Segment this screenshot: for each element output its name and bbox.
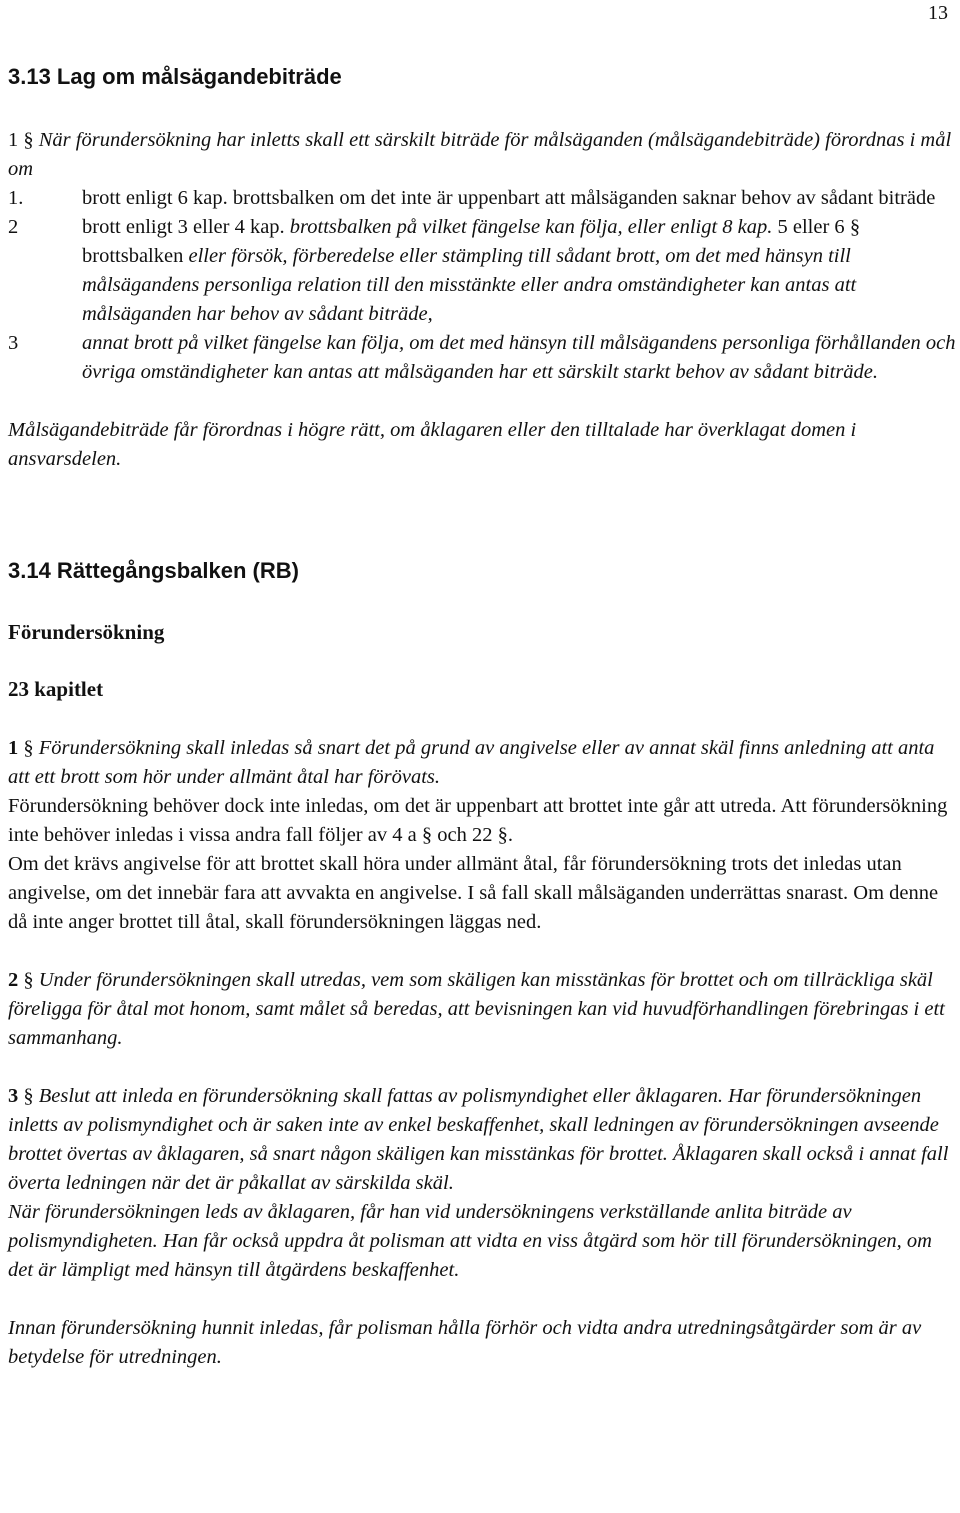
list-item-text: brott enligt 3 eller 4 kap. [82,216,285,238]
section-heading-3-14: 3.14 Rättegångsbalken (RB) [8,558,299,583]
paragraph-text: Beslut att inleda en förundersökning skall fattas av polismyndighet eller åklagaren. Har förundersökningen inletts av polismyndighet och är saken inte av enkel beskaffenhet, skall ledningen av förundersökningen avseende brottet övertas av åklagaren, så snart någon skäligen kan misstänkas för brottet. Åklagaren skall också i annat fall överta ledningen när det är påkallat av särskilda skäl. [8,1085,949,1194]
section-sign: § [421,824,433,846]
list-item-2 [8,213,956,329]
rb-paragraph-1-cont [8,792,956,850]
list-item-text: brottsbalken [82,245,184,267]
list-marker: 1. [8,187,24,209]
paragraph-2: Målsägandebiträde får förordnas i högre rätt, om åklagaren eller den tilltalade har överklagat domen i ansvarsdelen. [8,419,857,470]
document-body [8,64,956,1372]
page-number: 13 [928,2,948,24]
list-marker: 3 [8,332,19,354]
list-item-text: brott enligt 6 kap. brottsbalken om det inte är uppenbart att målsäganden saknar behov av sådant biträde [82,187,936,209]
rb-paragraph-3 [8,1082,956,1198]
paragraph-text: Förundersökning behöver dock inte inledas, om det är uppenbart att brottet inte går att utreda. Att förundersökning inte behöver inledas i vissa andra fall följer av 4 a [8,795,948,846]
section-sign: § [23,969,34,991]
paragraph-number: 1 [8,129,19,151]
paragraph-text: Under förundersökningen skall utredas, vem som skäligen kan misstänkas för brottet och om tillräckliga skäl föreligga för åtal mot honom, samt målet så beredas, att bevisningen kan vid huvudförhandlingen förebringas i ett sammanhang. [8,969,945,1049]
paragraph-text: och 22 [437,824,493,846]
list-item-text: eller försök, förberedelse eller stämpling till sådant brott, om det med hänsyn till målsägandens personliga relation till den misstänkte eller andra omständigheter kan antas att målsäganden har behov av sådant biträde, [82,245,857,325]
paragraph-text: När förundersökning har inletts skall ett särskilt biträde för målsäganden (målsägandebiträde) förordnas i mål om [8,129,952,180]
rb-paragraph-4: Innan förundersökning hunnit inledas, får polisman hålla förhör och vidta andra utredningsåtgärder som är av betydelse för utredningen. [8,1317,922,1368]
rb-paragraph-1 [8,734,956,792]
section-sign: § [497,824,508,846]
paragraph-text: Förundersökning skall inledas så snart det på grund av angivelse eller av annat skäl finns anledning att anta att ett brott som hör under allmänt åtal har förövats. [8,737,935,788]
paragraph-number: 1 [8,737,19,759]
section-sign: § [23,737,34,759]
list-marker: 2 [8,216,19,238]
rb-paragraph-2 [8,966,956,1053]
paragraph-number: 3 [8,1085,19,1107]
rb-paragraph-1-cont2: Om det krävs angivelse för att brottet skall höra under allmänt åtal, får förundersökning trots det inledas utan angivelse, om det innebär fara att avvakta en angivelse. I så fall skall målsäganden underrättas snarast. Om denne då inte anger brottet till åtal, skall förundersökningen läggas ned. [8,853,939,933]
chapter-heading: 23 kapitlet [8,677,104,701]
section-sign: § [23,129,34,151]
paragraph-text: . [507,824,513,846]
list-item-text: brottsbalken på vilket fängelse kan följa, eller enligt 8 kap. [289,216,773,238]
subheading-forundersokning: Förundersökning [8,620,165,644]
rb-paragraph-3-cont: När förundersökningen leds av åklagaren, får han vid undersökningens verkställande anlita biträde av polismyndigheten. Han får också uppdra åt polisman att vidta en viss åtgärd som hör till förundersökningen, om det är lämpligt med hänsyn till åtgärdens beskaffenhet. [8,1201,932,1281]
list-item-3 [8,329,956,387]
section-heading-3-13: 3.13 Lag om målsägandebiträde [8,64,342,89]
paragraph-number: 2 [8,969,19,991]
section-sign: § [23,1085,34,1107]
paragraph-1 [8,126,956,184]
list-item-text: 5 eller 6 [777,216,845,238]
list-item-1 [8,184,956,213]
list-item-text: annat brott på vilket fängelse kan följa, om det med hänsyn till målsägandens personliga förhållanden och övriga omständigheter kan antas att målsäganden har ett särskilt starkt behov av sådant biträde. [82,332,956,383]
section-sign: § [849,216,861,238]
